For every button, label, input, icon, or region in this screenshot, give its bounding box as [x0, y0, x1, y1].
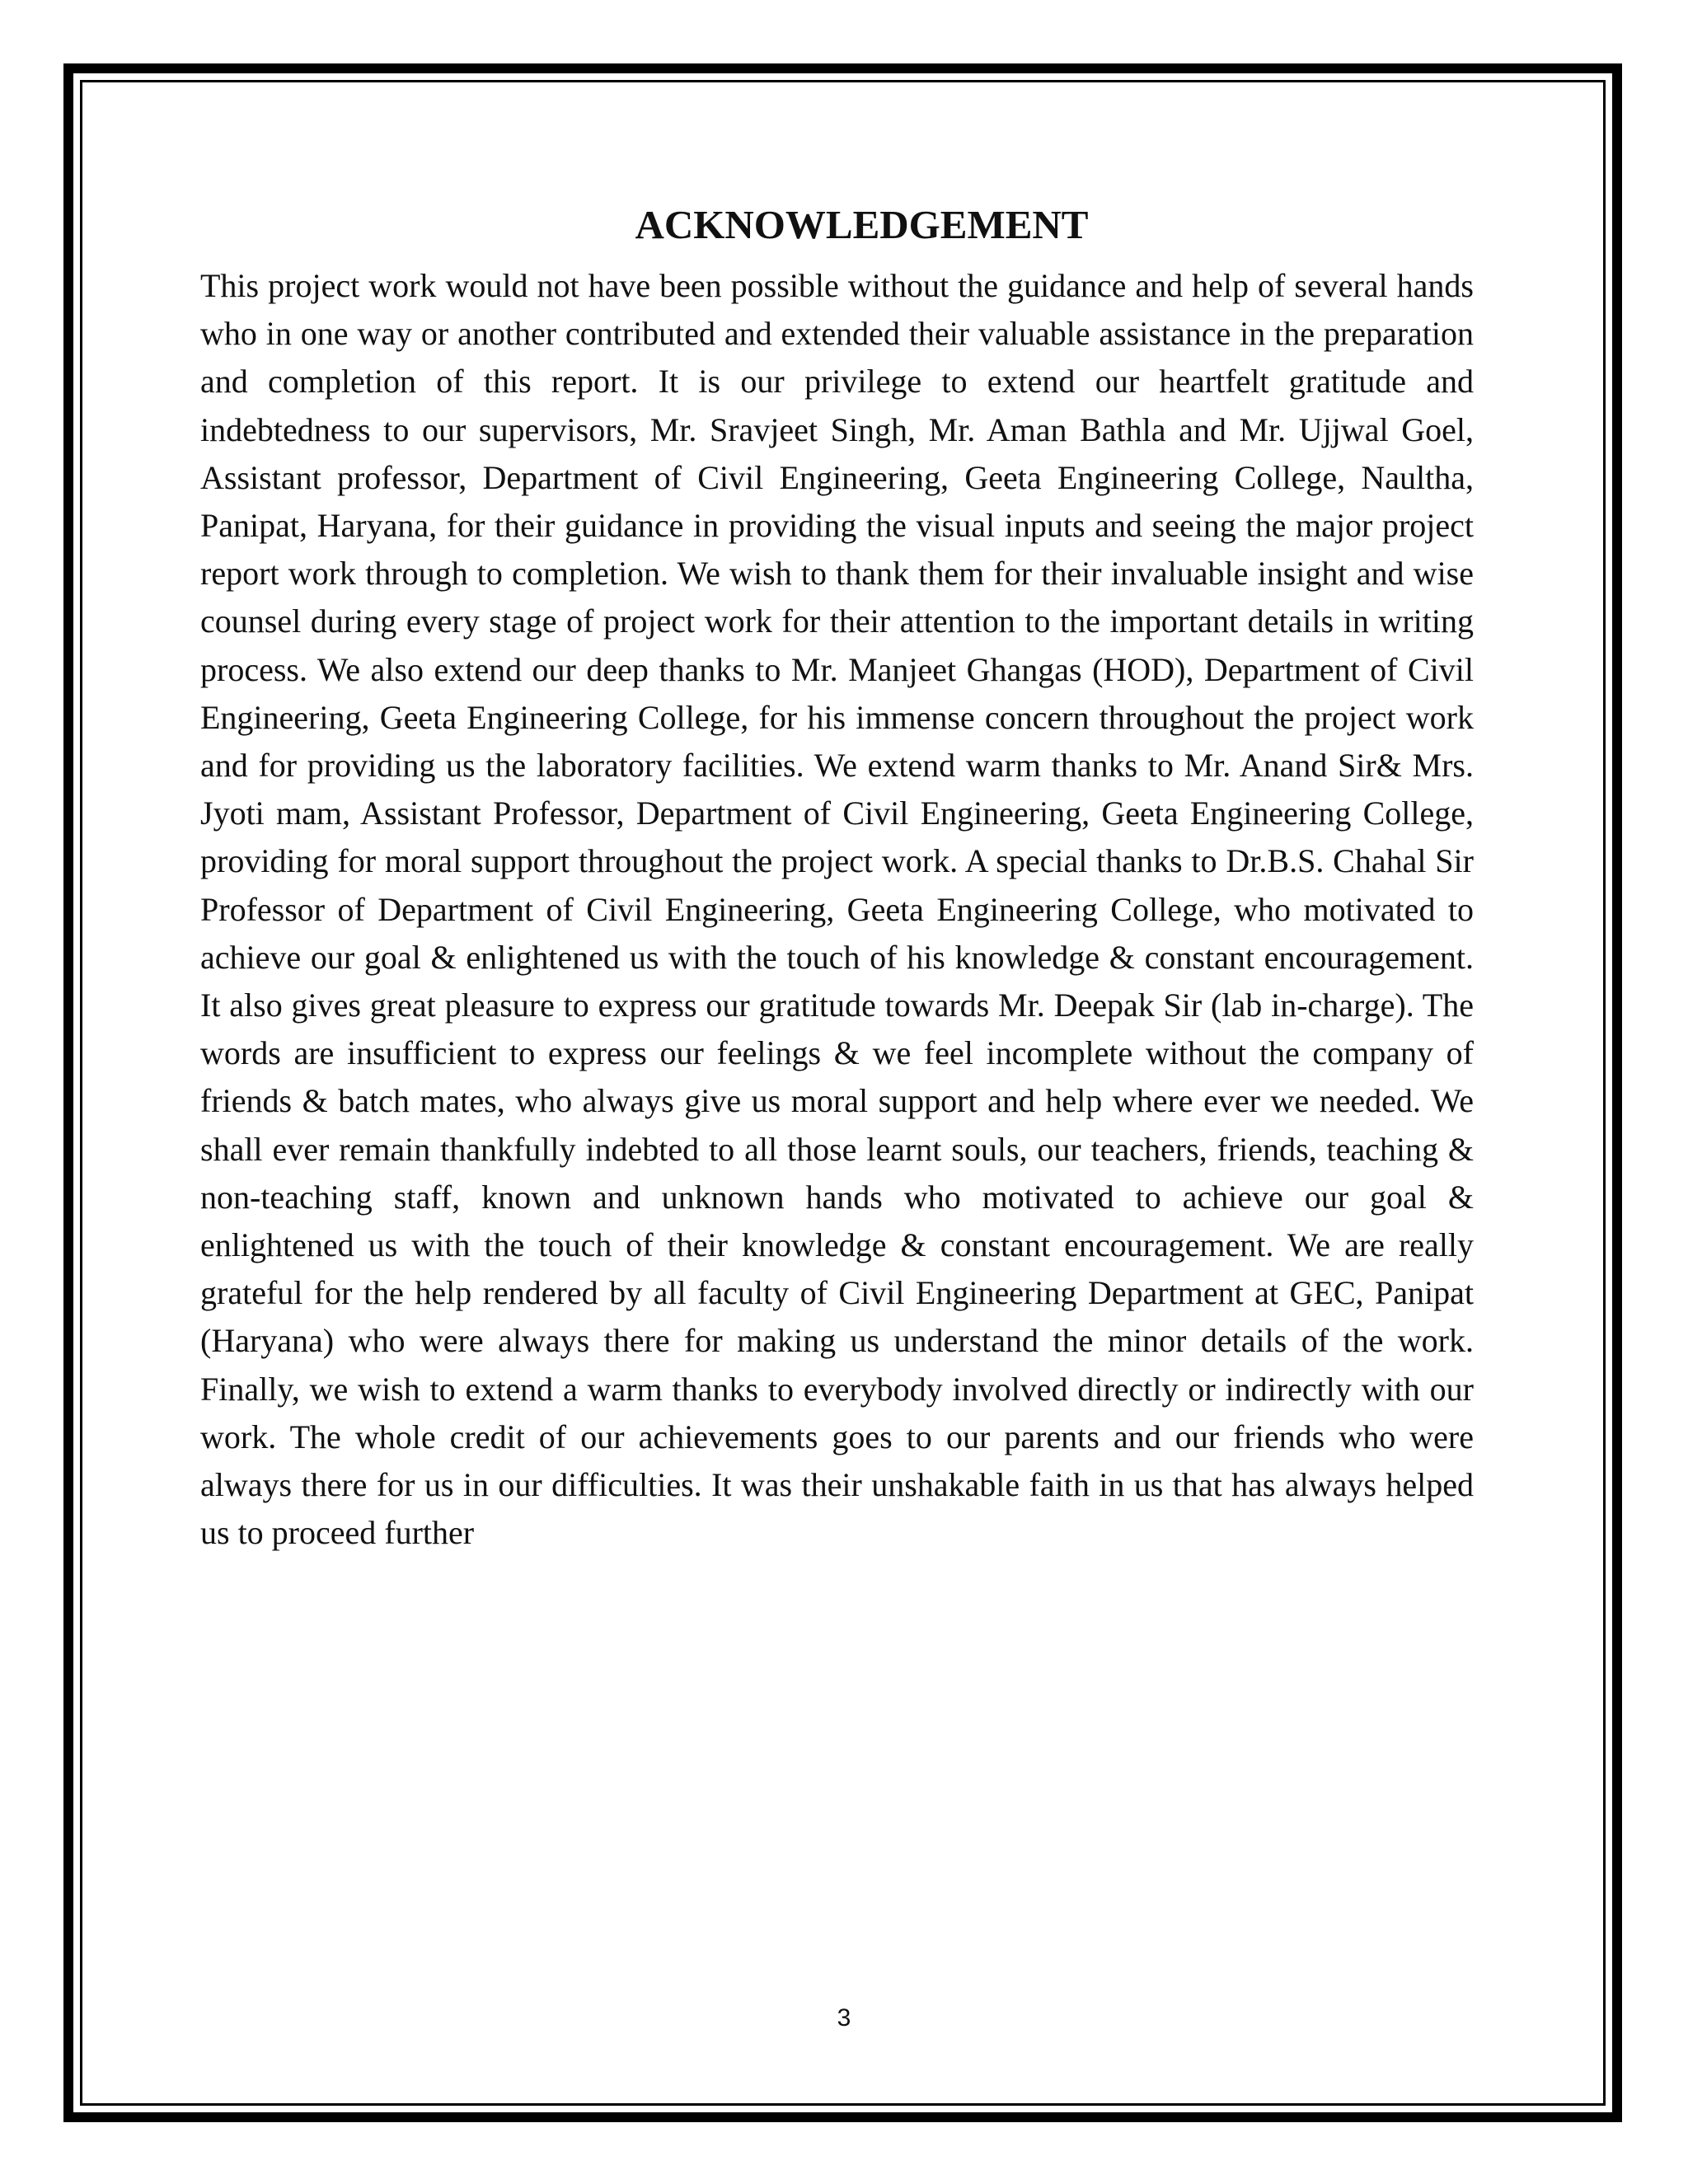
page-number: 3 [837, 2004, 851, 2032]
page-content [200, 198, 1474, 1557]
page-title: ACKNOWLEDGEMENT [635, 202, 1089, 247]
acknowledgement-paragraph: This project work would not have been possible without the guidance and help of several hands who in one way or another contributed and extended their valuable assistance in the preparation and completion of this report. It is our privilege to extend our heartfelt gratitude and indebtedness to our supervisors, Mr. Sravjeet Singh, Mr. Aman Bathla and Mr. Ujjwal Goel, Assistant professor, Department of Civil Engineering, Geeta Engineering College, Naultha, Panipat, Haryana, for their guidance in providing the visual inputs and seeing the major project report work through to completion. We wish to thank them for their invaluable insight and wise counsel during every stage of project work for their attention to the important details in writing process. We also extend our deep thanks to Mr. Manjeet Ghangas (HOD), Department of Civil Engineering, Geeta Engineering College, for his immense concern throughout the project work and for providing us the laboratory facilities. We extend warm thanks to Mr. Anand Sir& Mrs. Jyoti mam, Assistant Professor, Department of Civil Engineering, Geeta Engineering College, providing for moral support throughout the project work. A special thanks to Dr.B.S. Chahal Sir Professor of Department of Civil Engineering, Geeta Engineering College, who motivated to achieve our goal & enlightened us with the touch of his knowledge & constant encouragement. It also gives great pleasure to express our gratitude towards Mr. Deepak Sir (lab in-charge). The words are insufficient to express our feelings & we feel incomplete without the company of friends & batch mates, who always give us moral support and help where ever we needed. We shall ever remain thankfully indebted to all those learnt souls, our teachers, friends, teaching & non-teaching staff, known and unknown hands who motivated to achieve our goal & enlightened us with the touch of their knowledge & constant encouragement. We are really grateful for the help rendered by all faculty of Civil Engineering Department at GEC, Panipat (Haryana) who were always there for making us understand the minor details of the work. Finally, we wish to extend a warm thanks to everybody involved directly or indirectly with our work. The whole credit of our achievements goes to our parents and our friends who were always there for us in our difficulties. It was their unshakable faith in us that has always helped us to proceed further [200, 267, 1474, 1552]
